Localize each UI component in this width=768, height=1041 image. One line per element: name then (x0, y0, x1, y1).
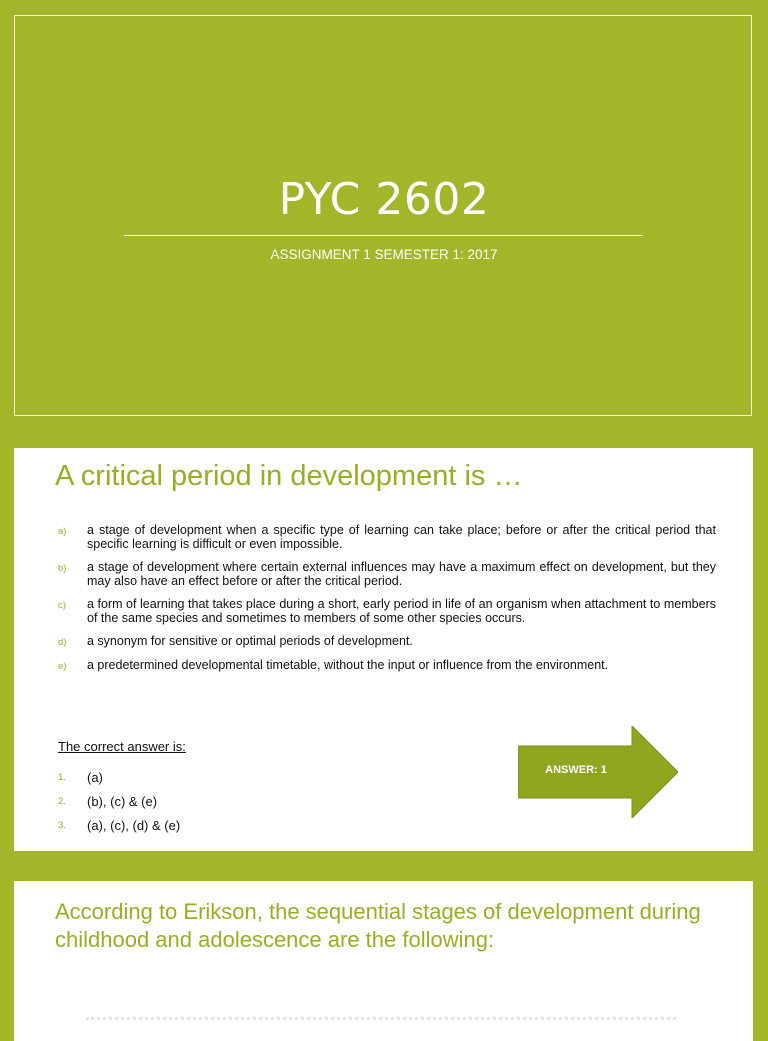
answer-marker: 2. (58, 795, 66, 807)
list-item (58, 789, 180, 813)
question-slide (14, 448, 753, 851)
next-question-slide (14, 881, 753, 1041)
correct-answer-label: The correct answer is (58, 739, 183, 754)
option-text: a predetermined developmental timetable, without the input or influence from the environment. (87, 657, 609, 672)
question-heading: A critical period in development is … (55, 460, 523, 492)
option-marker: e) (58, 660, 67, 672)
option-marker: c) (58, 600, 66, 611)
slide-title: PYC 2602 (278, 174, 490, 225)
list-item (58, 765, 180, 789)
title-divider (124, 235, 643, 236)
option-marker: d) (58, 637, 67, 648)
list-item (58, 635, 716, 649)
answer-text: (b), (c) & (e) (87, 793, 158, 809)
answer-badge: ANSWER: 1 (545, 764, 607, 776)
option-marker: a) (58, 526, 67, 537)
answer-marker: 1. (58, 771, 66, 783)
option-marker: b) (58, 563, 67, 574)
title-slide (0, 0, 768, 432)
list-item (58, 524, 716, 551)
list-item (58, 659, 716, 673)
answer-marker: 3. (58, 819, 66, 831)
answer-text: (a), (c), (d) & (e) (87, 817, 181, 833)
slide-subtitle: ASSIGNMENT 1 SEMESTER 1: 2017 (270, 247, 498, 262)
cut-off-text-line (86, 1017, 676, 1028)
option-text: a stage of development where certain external influences may have a maximum effect on development, but they may also have an effect before or after the critical period. (87, 560, 716, 588)
list-item (58, 598, 716, 625)
answer-list (58, 765, 180, 837)
question-heading: According to Erikson, the sequential stages of development during childhood and adolescence are the following: (55, 899, 701, 952)
option-text: a stage of development when a specific type of learning can take place; before or after the critical period that specific learning is difficult or even impossible. (87, 523, 716, 551)
list-item (58, 813, 180, 837)
option-list (58, 524, 716, 682)
option-text: a synonym for sensitive or optimal periods of development. (87, 634, 413, 648)
answer-text: (a) (87, 769, 103, 785)
option-text: a form of learning that takes place during a short, early period in life of an organism when attachment to members of the same species and sometimes to members of some other species occurs. (87, 597, 716, 625)
correct-answer-heading: The correct answer is: (58, 739, 186, 754)
list-item (58, 561, 716, 588)
